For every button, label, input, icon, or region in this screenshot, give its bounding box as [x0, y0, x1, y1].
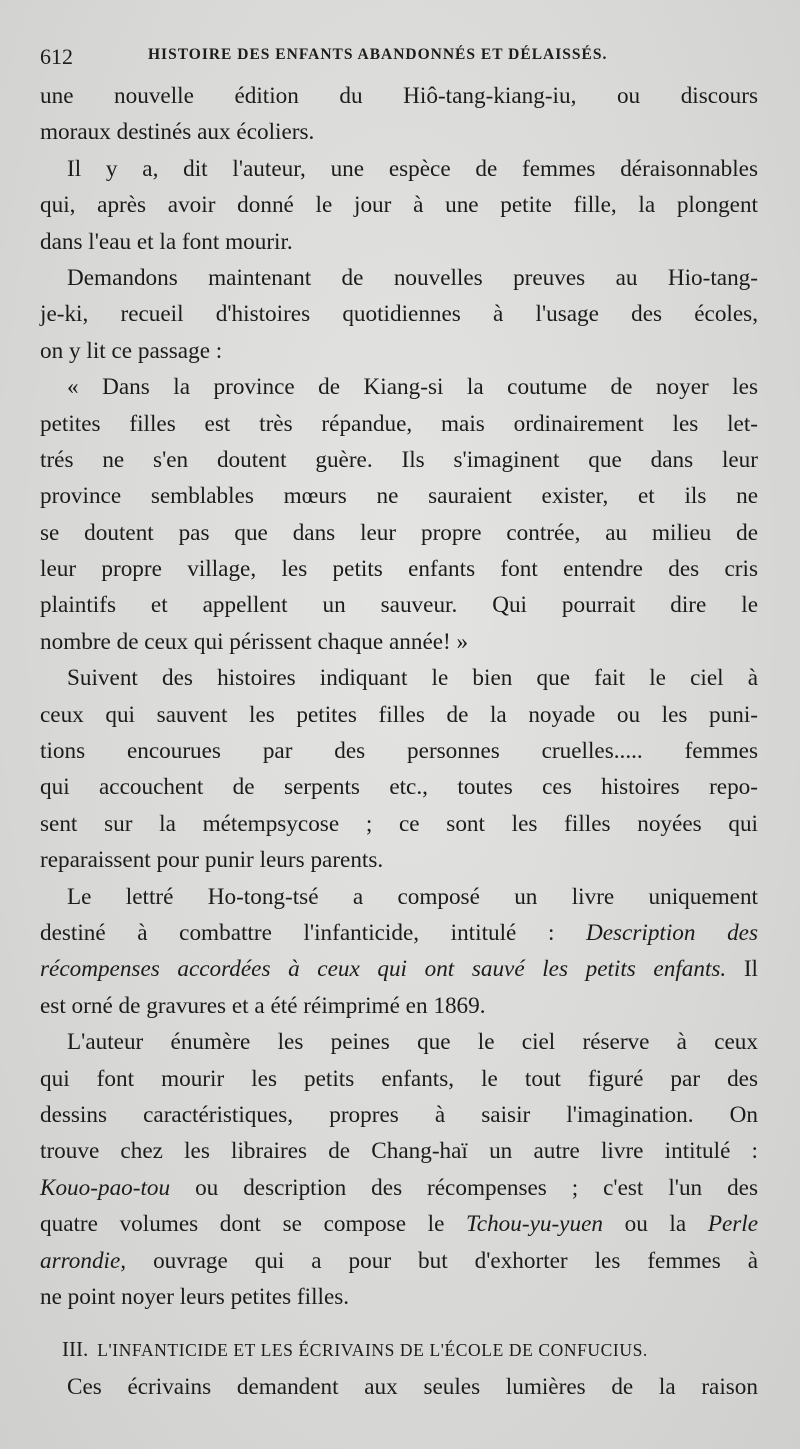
book-title-italic: Kouo-pao-tou	[40, 1174, 171, 1201]
text-line: ceux qui sauvent les petites filles de la noyade ou les puni-	[40, 701, 758, 728]
text-line: Demandons maintenant de nouvelles preuves au Hio-tang-	[67, 264, 758, 291]
text-line	[40, 1206, 758, 1242]
text-line: Ces écrivains demandent aux seules lumières de la raison	[67, 1374, 758, 1401]
book-title-italic: Perle	[707, 1211, 759, 1238]
text-line: on y lit ce passage :	[40, 337, 223, 364]
text-fragment: ou description des récompenses ; c'est l'un des	[195, 1174, 758, 1201]
text-line: trés ne s'en doutent guère. Ils s'imaginent que dans leur	[40, 446, 758, 473]
text-line	[40, 1170, 758, 1206]
text-line: est orné de gravures et a été réimprimé en 1869.	[40, 992, 486, 1019]
section-number: III.	[62, 1337, 89, 1362]
text-line: « Dans la province de Kiang-si la coutume de noyer les	[67, 374, 758, 401]
text-line: qui, après avoir donné le jour à une petite fille, la plongent	[40, 192, 758, 219]
text-line	[40, 1243, 758, 1279]
book-title-italic: récompenses accordées à ceux qui ont sauvé les petits enfants.	[40, 956, 727, 983]
book-title-italic: Tchou-yu-yuen	[466, 1211, 603, 1238]
body-text	[40, 78, 758, 1315]
text-line: une nouvelle édition du Hiô-tang-kiang-iu, ou discours	[40, 83, 758, 109]
text-line: Il y a, dit l'auteur, une espèce de femmes déraisonnables	[67, 155, 758, 182]
text-line: je-ki, recueil d'histoires quotidiennes à l'usage des écoles,	[40, 301, 758, 328]
text-line: se doutent pas que dans leur propre contrée, au milieu de	[40, 519, 758, 546]
text-line: Le lettré Ho-tong-tsé a composé un livre uniquement	[67, 883, 758, 910]
text-line: tions encourues par des personnes cruelles..... femmes	[40, 738, 758, 765]
text-fragment: quatre volumes dont se compose le	[40, 1211, 445, 1238]
text-line: ne point noyer leurs petites filles.	[40, 1283, 350, 1310]
book-title-italic: Description des	[586, 919, 758, 946]
text-line: reparaissent pour punir leurs parents.	[40, 847, 384, 874]
text-line: plaintifs et appellent un sauveur. Qui pourrait dire le	[40, 592, 758, 619]
text-line: dessins caractéristiques, propres à saisir l'imagination. On	[40, 1101, 758, 1128]
text-line: sent sur la métempsycose ; ce sont les filles noyées qui	[40, 810, 758, 837]
text-fragment: destiné à combattre l'infanticide, intitulé :	[40, 919, 555, 946]
section-heading	[40, 1329, 758, 1369]
text-line: leur propre village, les petits enfants font entendre des cris	[40, 556, 758, 583]
text-line	[40, 951, 758, 987]
text-line	[40, 915, 758, 951]
text-fragment: Il	[743, 956, 758, 983]
text-fragment: ou la	[624, 1211, 687, 1238]
running-header	[40, 38, 758, 72]
page-number: 612	[40, 44, 73, 69]
text-line: moraux destinés aux écoliers.	[40, 119, 315, 146]
text-line: trouve chez les libraires de Chang-haï un autre livre intitulé :	[40, 1138, 758, 1165]
text-line: petites filles est très répandue, mais ordinairement les let-	[40, 410, 758, 437]
text-line: qui font mourir les petits enfants, le tout figuré par des	[40, 1065, 758, 1092]
text-line: nombre de ceux qui périssent chaque année! »	[40, 628, 469, 655]
text-line: dans l'eau et la font mourir.	[40, 228, 293, 255]
text-fragment: ouvrage qui a pour but d'exhorter les femmes à	[153, 1247, 758, 1274]
book-page	[40, 38, 758, 1406]
running-title: HISTOIRE DES ENFANTS ABANDONNÉS ET DÉLAISSÉS.	[148, 46, 608, 63]
text-line: province semblables mœurs ne sauraient exister, et ils ne	[40, 483, 758, 510]
text-line: L'auteur énumère les peines que le ciel réserve à ceux	[67, 1029, 758, 1056]
book-title-italic: arrondie,	[40, 1247, 127, 1274]
section-title: L'INFANTICIDE ET LES ÉCRIVAINS DE L'ÉCOLE DE CONFUCIUS.	[97, 1340, 648, 1361]
text-line: Suivent des histoires indiquant le bien que fait le ciel à	[67, 665, 758, 692]
text-line: qui accouchent de serpents etc., toutes ces histoires repo-	[40, 774, 758, 801]
